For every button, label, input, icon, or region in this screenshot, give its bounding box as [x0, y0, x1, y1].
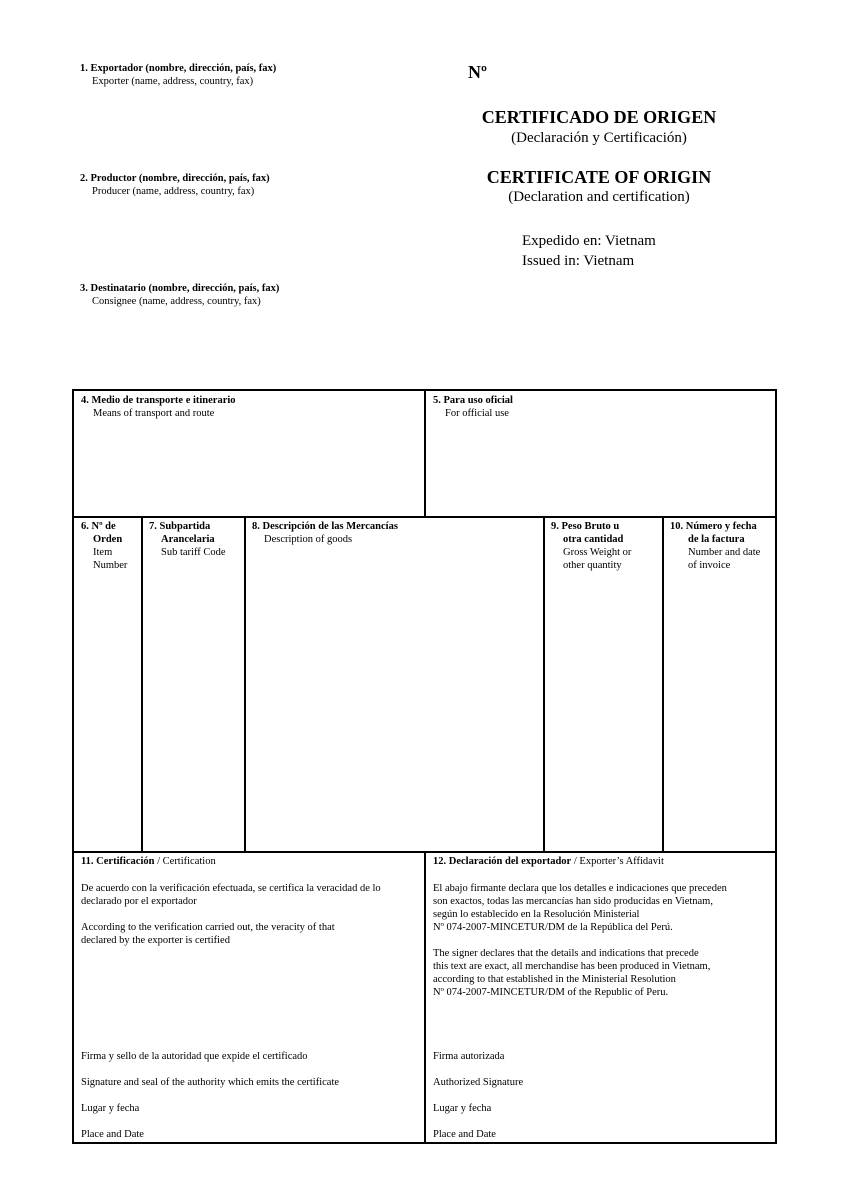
official-use-field[interactable]: [433, 394, 513, 420]
certification-section[interactable]: [81, 855, 421, 947]
column-invoice-en: Number and date: [688, 547, 761, 558]
column-invoice-es: 10. Número y fecha: [670, 521, 757, 532]
issued-in-block: [522, 231, 656, 271]
column-gross-weight[interactable]: [551, 520, 661, 572]
certification-title: [81, 855, 421, 868]
divider-box4-box5: [424, 391, 426, 516]
column-item-number[interactable]: [81, 520, 139, 572]
certification-place-en: Place and Date: [81, 1129, 144, 1140]
certification-signature-block[interactable]: [81, 1050, 421, 1141]
column-item-number-es2: Orden: [93, 534, 123, 545]
certification-signature-en: Signature and seal of the authority which emits the certificate: [81, 1077, 340, 1088]
affidavit-section[interactable]: [433, 855, 773, 999]
certification-title-rest: / Certification: [154, 856, 216, 867]
column-tariff-code-en: Sub tariff Code: [161, 547, 226, 558]
column-item-number-es: 6. Nº de: [81, 521, 116, 532]
divider-col-7-8: [244, 516, 246, 851]
certification-text-es-2: declarado por el exportador: [81, 896, 197, 907]
column-description[interactable]: [252, 520, 542, 546]
affidavit-title-rest: / Exporter’s Affidavit: [571, 856, 664, 867]
affidavit-place-es: Lugar y fecha: [433, 1103, 492, 1114]
affidavit-en-4: Nº 074-2007-MINCETUR/DM of the Republic of Peru.: [433, 987, 669, 998]
exporter-label-en: Exporter (name, address, country, fax): [92, 76, 254, 87]
affidavit-es-2: son exactos, todas las mercancías han sido producidas en Vietnam,: [433, 896, 713, 907]
official-use-label-es: 5. Para uso oficial: [433, 395, 513, 406]
divider-col-6-7: [141, 516, 143, 851]
subtitle-spanish: (Declaración y Certificación): [511, 130, 687, 146]
affidavit-es-1: El abajo firmante declara que los detalles e indicaciones que preceden: [433, 883, 727, 894]
column-gross-weight-en2: other quantity: [563, 560, 622, 571]
certification-text-en-1: According to the verification carried out, the veracity of that: [81, 922, 335, 933]
certification-text-es-1: De acuerdo con la verificación efectuada, se certifica la veracidad de lo: [81, 883, 381, 894]
column-description-en: Description of goods: [264, 534, 353, 545]
subtitle-english: (Declaration and certification): [508, 189, 690, 205]
consignee-label-es: 3. Destinatario (nombre, dirección, país, fax): [80, 283, 280, 294]
affidavit-signature-block[interactable]: [433, 1050, 773, 1141]
divider-col-9-10: [662, 516, 664, 851]
certificate-number-label: Nº: [468, 62, 487, 82]
title-spanish: CERTIFICADO DE ORIGEN: [481, 107, 717, 127]
affidavit-es-4: Nº 074-2007-MINCETUR/DM de la República del Perú.: [433, 922, 673, 933]
column-item-number-en2: Number: [93, 560, 128, 571]
affidavit-title-bold: 12. Declaración del exportador: [433, 856, 572, 867]
divider-col-8-9: [543, 516, 545, 851]
issued-in-english: Issued in: Vietnam: [522, 253, 635, 269]
column-tariff-code[interactable]: [149, 520, 243, 559]
exporter-field[interactable]: [80, 62, 276, 88]
column-item-number-en: Item: [93, 547, 113, 558]
divider-box11-box12: [424, 851, 426, 1142]
certification-text-en-2: declared by the exporter is certified: [81, 935, 230, 946]
affidavit-en-3: according to that established in the Ministerial Resolution: [433, 974, 676, 985]
affidavit-signature-es: Firma autorizada: [433, 1051, 505, 1062]
exporter-label-es: 1. Exportador (nombre, dirección, país, fax): [80, 63, 277, 74]
title-english: CERTIFICATE OF ORIGIN: [486, 167, 712, 187]
column-tariff-code-es: 7. Subpartida: [149, 521, 211, 532]
consignee-field[interactable]: [80, 282, 279, 308]
transport-field[interactable]: [81, 394, 236, 420]
certification-place-es: Lugar y fecha: [81, 1103, 140, 1114]
column-gross-weight-en: Gross Weight or: [563, 547, 632, 558]
column-invoice-en2: of invoice: [688, 560, 731, 571]
affidavit-signature-en: Authorized Signature: [433, 1077, 524, 1088]
column-invoice-es2: de la factura: [688, 534, 745, 545]
transport-label-es: 4. Medio de transporte e itinerario: [81, 395, 236, 406]
issued-in-spanish: Expedido en: Vietnam: [522, 233, 656, 249]
column-gross-weight-es: 9. Peso Bruto u: [551, 521, 620, 532]
affidavit-place-en: Place and Date: [433, 1129, 496, 1140]
official-use-label-en: For official use: [445, 408, 509, 419]
certification-signature-es: Firma y sello de la autoridad que expide el certificado: [81, 1051, 308, 1062]
certification-title-bold: 11. Certificación: [81, 856, 155, 867]
column-tariff-code-es2: Arancelaria: [161, 534, 215, 545]
affidavit-title: [433, 855, 773, 868]
divider-row-1: [74, 516, 775, 518]
column-invoice[interactable]: [670, 520, 775, 572]
transport-label-en: Means of transport and route: [93, 408, 215, 419]
certificate-form-table: [72, 389, 777, 1144]
affidavit-en-1: The signer declares that the details and indications that precede: [433, 948, 699, 959]
producer-label-en: Producer (name, address, country, fax): [92, 186, 255, 197]
column-description-es: 8. Descripción de las Mercancías: [252, 521, 398, 532]
column-gross-weight-es2: otra cantidad: [563, 534, 624, 545]
consignee-label-en: Consignee (name, address, country, fax): [92, 296, 261, 307]
affidavit-es-3: según lo establecido en la Resolución Ministerial: [433, 909, 640, 920]
producer-label-es: 2. Productor (nombre, dirección, país, fax): [80, 173, 270, 184]
affidavit-en-2: this text are exact, all merchandise has been produced in Vietnam,: [433, 961, 711, 972]
producer-field[interactable]: [80, 172, 270, 198]
